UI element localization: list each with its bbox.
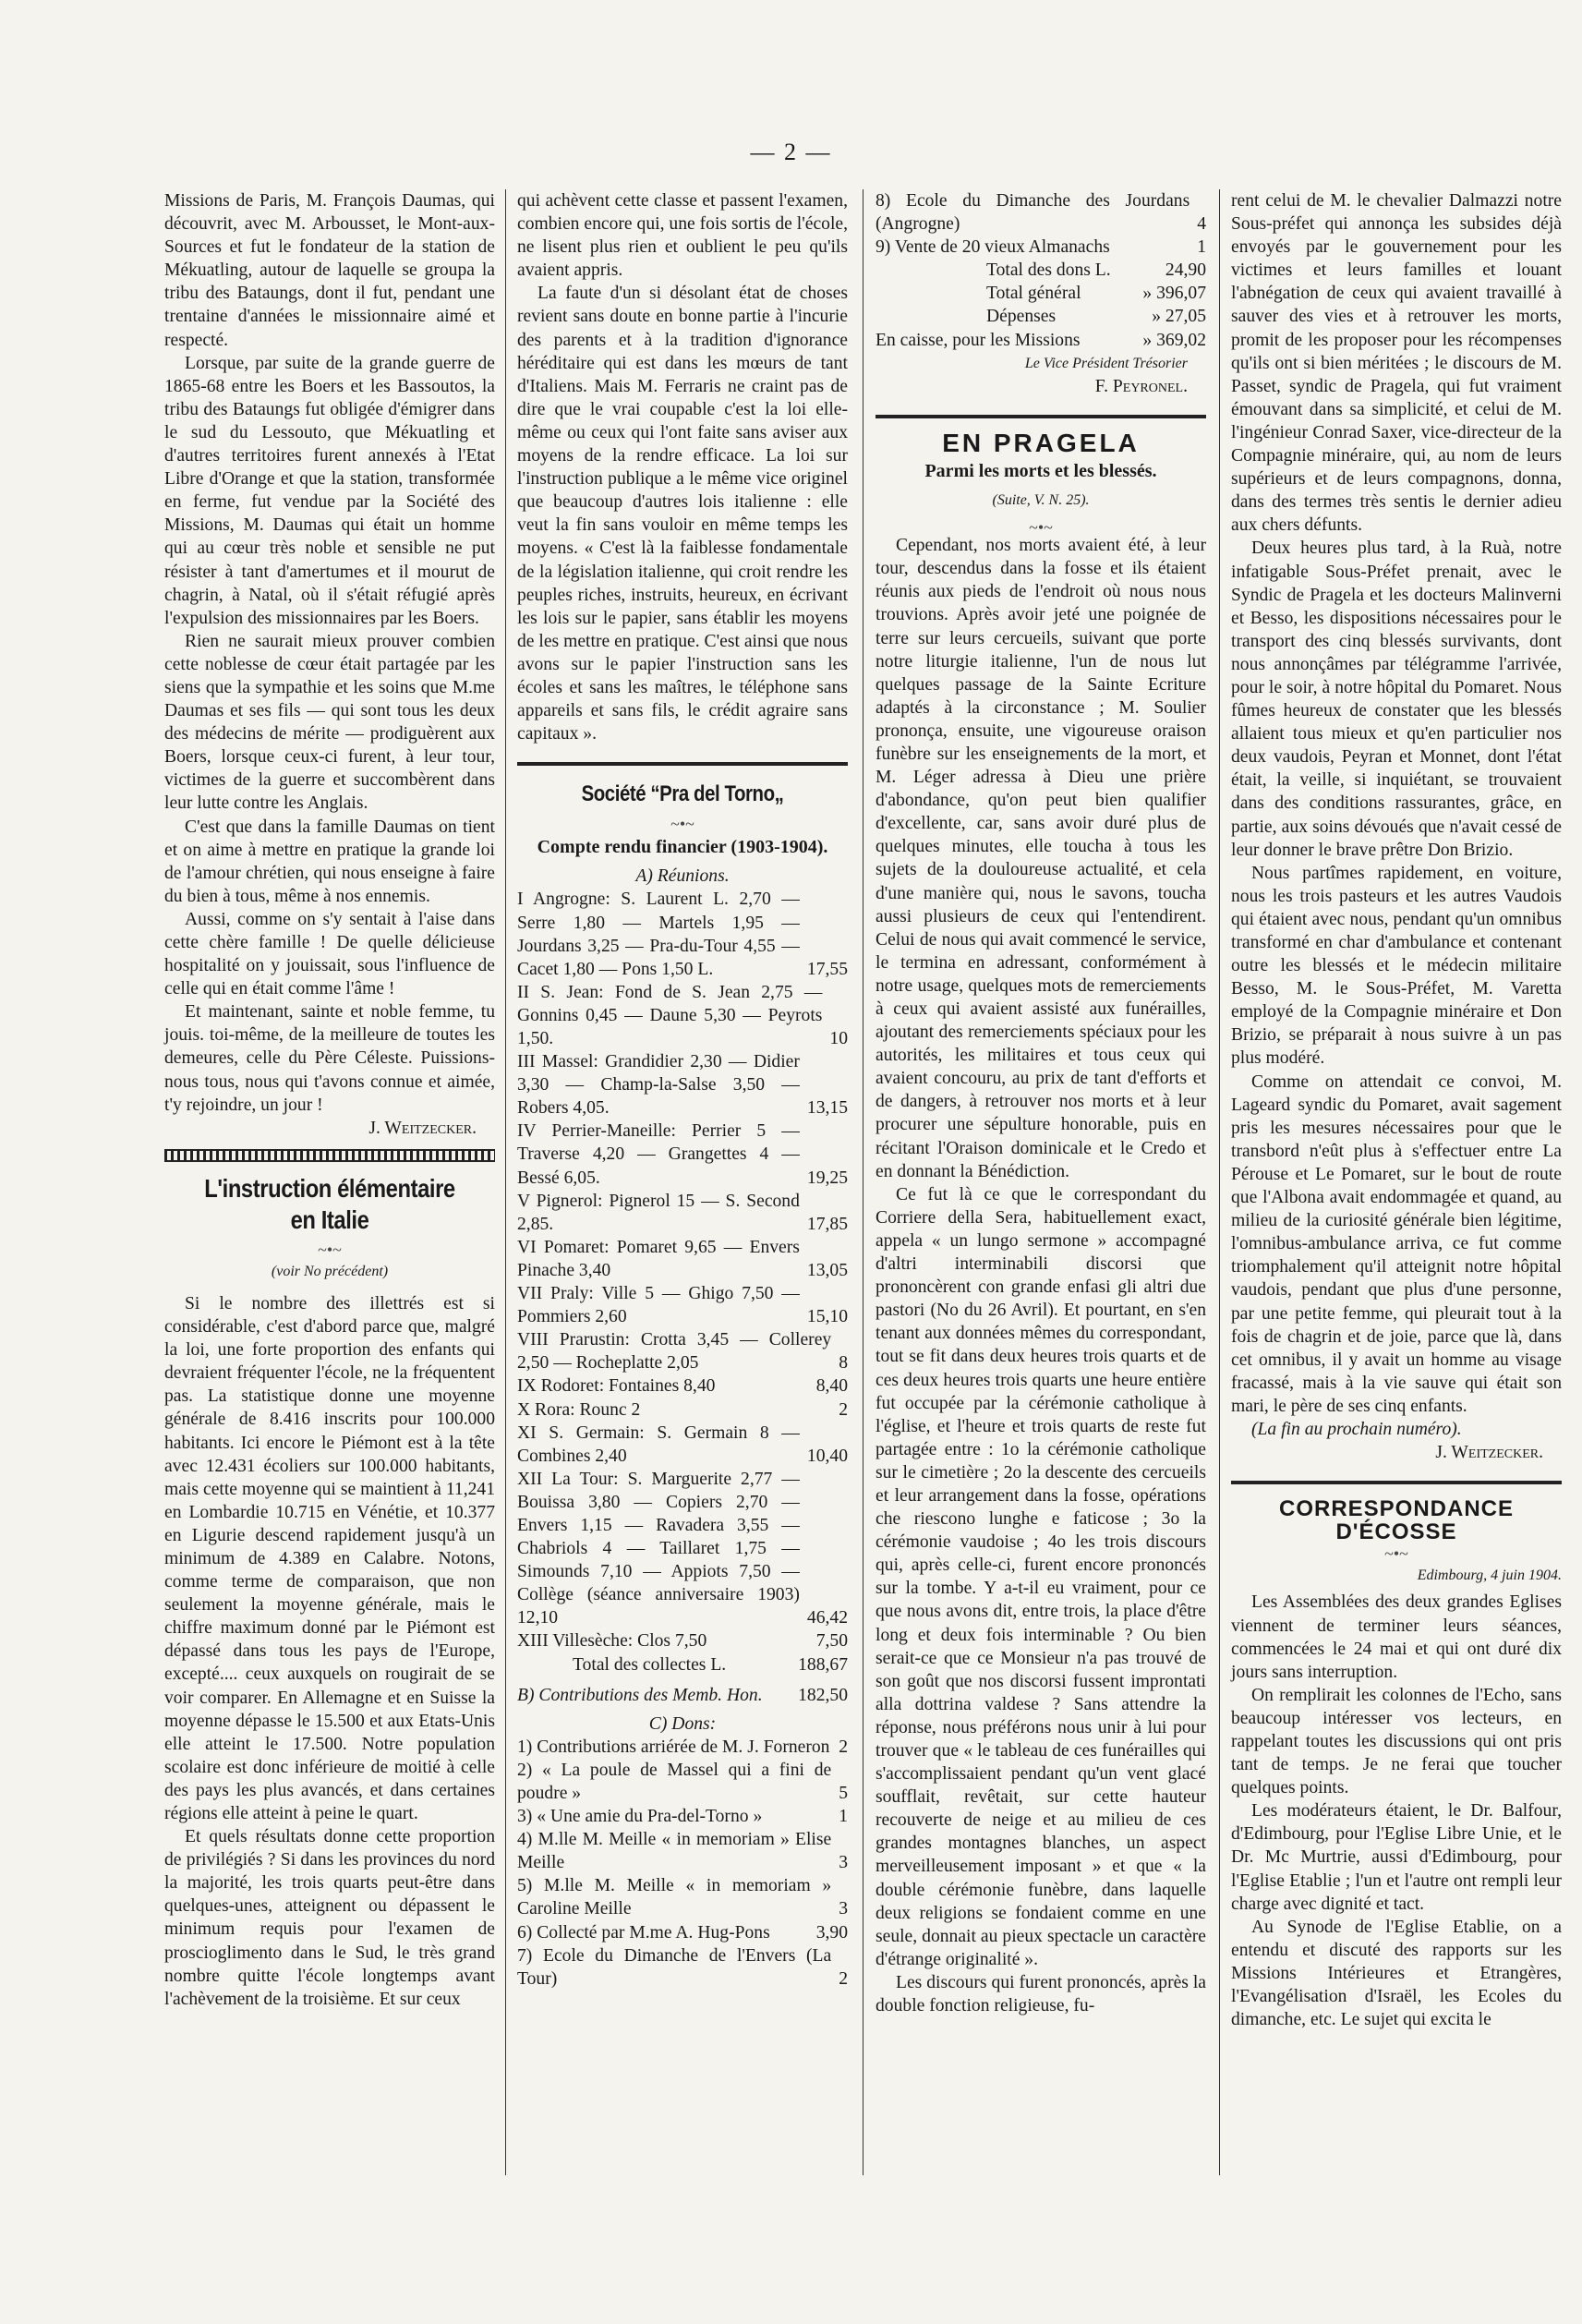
paragraph: Et quels résultats donne cette proportion de privilégiés ? Si dans les provinces du nord la majorité, les trois quarts peut-être dans quelques-unes, atteignent ou dépassent le minimum requis pour l'examen de proscioglimento dans le Sud, le très grand nombre quitte l'école longtemps avant l'achèvement de la troisième. Et sur ceux <box>164 1827 495 2009</box>
ledger-text: 7) Ecole du Dimanche de l'Envers (La Tour) <box>517 1945 832 1989</box>
total-row <box>876 282 1206 305</box>
signature: J. Weitzecker. <box>1435 1443 1543 1463</box>
ledger-value: 17,55 <box>806 959 848 979</box>
ledger-value: 3 <box>839 1899 848 1919</box>
ledger-text: 6) Collecté par M.me A. Hug-Pons <box>517 1922 770 1943</box>
ledger-text: IV Perrier-Maneille: Perrier 5 — Traverse 4,20 — Grangettes 4 — Bessé 6,05. <box>517 1121 800 1188</box>
ledger-value: 10,40 <box>806 1446 848 1466</box>
ledger-row <box>876 189 1206 236</box>
paragraph: Si le nombre des illettrés est si considérable, c'est d'abord parce que, malgré la loi, une forte proportion des enfants qui devraient fréquenter l'école, ne la fréquentent pas. La statistique donne une moyenne générale de 8.416 inscrits pour 100.000 habitants. Ici encore le Piémont est à la tête avec 12.431 écoliers sur 100.000 habitants, mais cette moyenne qui se maintient à 11,241 en Lombardie 10.715 en Vénétie, et 10.377 en Ligurie descend rapidement jusqu'à un minimum de 4.389 en Calabre. Notons, comme terme de comparaison, que non seulement la moyenne générale, mais le chiffre maximum donné par le Piémont est dépassé dans tous les pays de l'Europe, excepté.... ceux auxquels on rougirait de se voir comparer. En Allemagne et en Suisse la moyenne dépasse le 15.500 et aux Etats-Unis elle atteint le 17.500. Notre population scolaire est donc inférieure de moitié à celle des pays les plus avancés, et dans certaines régions elle atteint à peine le quart. <box>164 1293 495 1823</box>
ledger-text: XII La Tour: S. Marguerite 2,77 — Bouissa 3,80 — Copiers 2,70 — Envers 1,15 — Ravadera 3,55 — Chabriols 4 — Taillaret 1,75 — Simounds 7,10 — Appiots 7,50 — Collège (séance anniversaire 1903) 12,10 <box>517 1469 800 1628</box>
ledger-row <box>517 1759 848 1805</box>
ornament: ~•~ <box>1384 1544 1408 1564</box>
total-label: Total général <box>986 284 1081 304</box>
ledger-value: 3 <box>839 1853 848 1873</box>
column-rule <box>505 189 506 2175</box>
ornament: ~•~ <box>1029 518 1053 538</box>
ledger-row <box>517 1805 848 1828</box>
ledger-text: V Pignerol: Pignerol 15 — S. Second 2,85. <box>517 1191 800 1234</box>
ledger-text: 8) Ecole du Dimanche des Jourdans (Angrogne) <box>876 191 1190 235</box>
article-subtitle: Compte rendu financier (1903-1904). <box>537 837 828 858</box>
article-note: (voir No précédent) <box>271 1263 389 1279</box>
total-row <box>876 305 1206 328</box>
article-title: EN PRAGELA <box>942 428 1140 457</box>
ledger-value: 5 <box>839 1784 848 1803</box>
dateline: Edimbourg, 4 juin 1904. <box>1417 1567 1562 1584</box>
ledger-row <box>517 1236 848 1282</box>
section-value: 182,50 <box>798 1685 848 1705</box>
ledger-row <box>517 1468 848 1630</box>
ledger-value: 15,10 <box>806 1307 848 1327</box>
paragraph: Lorsque, par suite de la grande guerre de 1865-68 entre les Boers et les Bassoutos, la tribu des Bataungs fut obligée d'émigrer dans le sud du Lessouto, que Mékuatling et d'autres territoires furent annexés à l'Etat Libre d'Orange et que la station, transformée en ferme, fut vendue par la Société des Missions, M. Daumas qui était un homme qui au cœur très noble et sensible ne put résister à tant d'amertumes et il mourut de chagrin, à Natal, où il s'était réfugié après l'expulsion des missionnaires par les Boers. <box>164 353 495 628</box>
ledger-text: VI Pomaret: Pomaret 9,65 — Envers Pinache 3,40 <box>517 1237 800 1280</box>
ledger-text: XIII Villesèche: Clos 7,50 <box>517 1631 707 1652</box>
ledger-value: 10 <box>829 1029 848 1048</box>
ledger-row <box>517 1422 848 1468</box>
ledger-row <box>517 1874 848 1920</box>
ledger-row <box>517 1629 848 1652</box>
ledger-text: VII Praly: Ville 5 — Ghigo 7,50 — Pommiers 2,60 <box>517 1284 800 1327</box>
paragraph: On remplirait les colonnes de l'Echo, sans beaucoup intéresser vos lecteurs, en rappelant toutes les discussions qui ont pris tant de temps. Je ne ferai que toucher quelques points. <box>1231 1685 1562 1798</box>
paragraph: Rien ne saurait mieux prouver combien cette noblesse de cœur était partagée par les siens que la sympathie et les soins que M.me Daumas et ses fils — qui sont tous les deux des médecins de mérite — prodiguèrent aux Boers, lorsque ceux-ci furent, à leur tour, victimes de la guerre et succombèrent dans leur lutte contre les Anglais. <box>164 631 495 814</box>
ledger-text: XI S. Germain: S. Germain 8 — Combines 2,40 <box>517 1422 800 1466</box>
column-2 <box>517 189 848 1991</box>
ledger-row <box>517 1944 848 1991</box>
ledger-value: 13,05 <box>806 1260 848 1280</box>
paragraph: Au Synode de l'Eglise Etablie, on a entendu et discuté des rapports sur les Missions Intérieures et Etrangères, l'Evangélisation d'Israël, les Ecoles du dimanche, etc. Le sujet qui excita le <box>1231 1917 1562 2030</box>
ledger-value: 1 <box>1197 237 1206 258</box>
ledger-value: 8,40 <box>815 1376 848 1397</box>
ledger-text: I Angrogne: S. Laurent L. 2,70 — Serre 1,80 — Martels 1,95 — Jourdans 3,25 — Pra-du-Tour 4,55 — Cacet 1,80 — Pons 1,50 L. <box>517 890 800 979</box>
signature-role: Le Vice Président Trésorier <box>1024 355 1188 371</box>
paragraph: (La fin au prochain numéro). <box>1251 1419 1462 1439</box>
column-3 <box>876 189 1206 2017</box>
section-heading: C) Dons: <box>648 1713 717 1734</box>
article-title: CORRESPONDANCE D'ÉCOSSE <box>1278 1496 1515 1545</box>
ledger-text: 9) Vente de 20 vieux Almanachs <box>876 237 1110 258</box>
section-rule <box>517 762 848 766</box>
ledger-text: II S. Jean: Fond de S. Jean 2,75 — Gonnins 0,45 — Daune 5,30 — Peyrots 1,50. <box>517 982 823 1048</box>
ledger-value: 1 <box>839 1807 848 1827</box>
paragraph: Et maintenant, sainte et noble femme, tu jouis. toi-même, de la meilleure de toutes les demeures, celle du Père Céleste. Puissions-nous tous, nous qui t'avons connue et aimée, t'y rejoindre, un jour ! <box>164 1002 495 1115</box>
ledger-text: 2) « La poule de Massel qui a fini de poudre » <box>517 1760 832 1803</box>
ledger-row <box>517 1374 848 1398</box>
ledger-value: 13,15 <box>806 1098 848 1119</box>
total-value: » 27,05 <box>1152 307 1206 327</box>
ornament: ~•~ <box>318 1240 342 1259</box>
column-1 <box>164 189 495 2011</box>
ledger-row <box>517 888 848 980</box>
dons-list <box>517 1736 848 1991</box>
article-subtitle: Parmi les morts et les blessés. <box>924 460 1157 481</box>
page-number: — 2 — <box>750 139 832 165</box>
ledger-row <box>517 1921 848 1944</box>
caisse-label: En caisse, pour les Missions <box>876 330 1081 350</box>
paragraph: qui achèvent cette classe et passent l'examen, combien encore qui, une fois sortis de l'école, ne lisent plus rien et oublient le peu qu'ils avaient appris. <box>517 191 848 281</box>
total-label: Total des dons L. <box>986 260 1111 281</box>
reunions-list <box>517 888 848 1652</box>
ledger-row <box>517 1282 848 1328</box>
ledger-row <box>517 981 848 1050</box>
paragraph: Les discours qui furent prononcés, après la double fonction religieuse, fu- <box>876 1972 1206 2016</box>
ledger-text: 1) Contributions arriérée de M. J. Forneron <box>517 1737 830 1757</box>
total-label: Total des collectes L. <box>573 1654 727 1675</box>
ledger-row <box>517 1736 848 1759</box>
paragraph: Les Assemblées des deux grandes Eglises viennent de terminer leurs séances, commencées le 24 mai et qui ont duré dix jours sans interruption. <box>1231 1592 1562 1682</box>
ledger-value: 46,42 <box>806 1608 848 1628</box>
totals-list <box>876 259 1206 328</box>
ledger-value: 4 <box>1197 214 1206 235</box>
ledger-text: IX Rodoret: Fontaines 8,40 <box>517 1376 716 1397</box>
paragraph: Ce fut là ce que le correspondant du Corriere della Sera, habituellement exact, appela « un lungo sermone » accompagné d'altri interminabili discorsi que prononcèrent con grande enfasi gli altri due pastori (No du 26 Avril). Et pourtant, en s'en tenant aux données mêmes du correspondant, tout se fit dans deux heures trois quarts et de ces deux heures trois quarts une heure entière fut occupée par la cérémonie catholique à l'église, et l'heure et trois quarts de reste fut partagée entre : 1o la cérémonie catholique sur le cimetière ; 2o la descente des cercueils et leur arrangement dans la fosse, opérations che riescono lunghe e faticose ; 3o la cérémonie vaudoise ; 4o les trois discours qui, après celle-ci, furent encore prononcés sur la tombe. Y a-t-il eu vraiment, pour ce que nous avons dit, entre trois, la place d'être long et deux fois interminable ? Ou bien serait-ce que ce Monsieur n'a pas trouvé de son goût que nos discorsi fussent improntati alla dottrina valdese ? Sans attendre la réponse, nous préférons nous unir à lui pour trouver que « le tableau de ces funérailles qui s'accomplissaient pendant qu'un vent glacé soufflait, revêtait, sur cette hauteur recouverte de neige et au milieu de ces grandes montagnes blanches, un aspect merveilleusement imposant » et que « la double cérémonie funèbre, dans laquelle deux religions se fondaient comme en une seule, donnait au pieux spectacle un caractère d'étrange originalité ». <box>876 1184 1206 1969</box>
total-value: » 396,07 <box>1142 284 1206 304</box>
column-4 <box>1231 189 1562 2031</box>
paragraph: Aussi, comme on s'y sentait à l'aise dans cette chère famille ! De quelle délicieuse hospitalité on y jouissait, sous l'influence de celle qui en était comme l'âme ! <box>164 909 495 999</box>
signature: F. Peyronel. <box>1094 376 1188 396</box>
ledger-row <box>517 1828 848 1874</box>
ledger-row <box>517 1190 848 1236</box>
article-title: L'instruction élémentaire en Italie <box>204 1173 455 1234</box>
paragraph: Missions de Paris, M. François Daumas, qui découvrit, avec M. Arbousset, le Mont-aux-Sources et fut le fondateur de la station de Mékuatling, autour de laquelle se groupa la tribu des Bataungs, dont il fut, pendant une trentaine d'années le missionnaire aimé et respecté. <box>164 191 495 350</box>
total-row <box>876 259 1206 282</box>
total-value: 24,90 <box>1165 260 1206 281</box>
ledger-value: 3,90 <box>815 1922 848 1943</box>
ledger-row <box>517 1120 848 1189</box>
paragraph: Deux heures plus tard, à la Ruà, notre infatigable Sous-Préfet prenait, avec le Syndic de Pragela et les docteurs Malinverni et Besso, les dispositions nécessaires pour le transport des cinq blessés survivants, dont nous annonçâmes par télégramme l'arrivée, pour le soir, à notre hôpital du Pomaret. Nous fûmes heureux de constater que les blessés allaient tous mieux et qu'en particulier nos deux vaudois, Peyran et Monnet, dont l'état était, la veille, si inquiétant, se trouvaient dans des conditions rassurantes, grâce, en partie, aux soins dévoués que n'avait cessé de leur donner le brave prêtre Don Brizio. <box>1231 539 1562 860</box>
ornament: ~•~ <box>670 815 694 834</box>
signature: J. Weitzecker. <box>368 1118 477 1138</box>
ledger-text: X Rora: Rounc 2 <box>517 1399 641 1420</box>
ledger-value: 7,50 <box>815 1631 848 1652</box>
dons-list <box>876 189 1206 259</box>
section-rule <box>876 415 1206 418</box>
ledger-text: 5) M.lle M. Meille « in memoriam » Caroline Meille <box>517 1876 832 1919</box>
ledger-row <box>517 1050 848 1120</box>
ledger-value: 2 <box>839 1968 848 1989</box>
section-rule <box>1231 1481 1562 1484</box>
paragraph: Cependant, nos morts avaient été, à leur tour, descendus dans la fosse et ils étaient réunis aux pieds de l'endroit où nous nous trouvions. Après avoir jeté une poignée de terre sur leurs cercueils, suivant que porte notre liturgie italienne, l'un de nous lut quelques passage de la Sainte Ecriture adaptés à la circonstance ; M. Soulier prononça, ensuite, une vigoureuse oraison funèbre sur les enseignements de la mort, et M. Léger adressa à Dieu une prière d'abondance, qu'on peut bien qualifier d'excellente, car, sans avoir duré plus de quelques minutes, elle toucha à tous les sujets de la douloureuse actualité, et cela d'une manière qui, nous le savons, toucha aussi plusieurs de ceux qui l'entendirent. Celui de nous qui avait commencé le service, le termina en adressant, conformément à notre usage, quelques mots de remerciements à ceux qui avaient assisté aux funérailles, ajoutant des remerciements spéciaux pour les autorités, les militaires et tous ceux qui avaient concouru, au prix de tant d'efforts et de dangers, à retrouver nos morts et à leur procurer une sépulture honorable, puis en récitant l'Oraison dominicale et le Credo et en donnant la Bénédiction. <box>876 536 1206 1181</box>
ledger-text: III Massel: Grandidier 2,30 — Didier 3,30 — Champ-la-Salse 3,50 — Robers 4,05. <box>517 1052 800 1119</box>
paragraph: Comme on attendait ce convoi, M. Lageard syndic du Pomaret, avait sagement pris les mesures nécessaires pour que le transbord n'eût plus à s'effectuer entre La Pérouse et Le Pomaret, sur le bout de route que l'Albona avait endommagée et quand, au milieu de la curiosité générale bien légitime, l'omnibus-ambulance arriva, ce fut comme triomphalement qu'il atteignit notre hôpital vaudois, pendant que plus d'une personne, par une petite femme, qui pleurait tout à la fois de chagrin et de joie, parce que là, dans cet omnibus, il y avait un homme au visage fracassé, mais à la vie sauve qui était son mari, le père de ses cinq enfants. <box>1231 1071 1562 1416</box>
column-rule <box>1219 189 1220 2175</box>
ledger-row <box>517 1398 848 1422</box>
ornamental-rule <box>164 1149 495 1162</box>
ledger-value: 8 <box>839 1353 848 1374</box>
ledger-value: 17,85 <box>806 1214 848 1234</box>
paragraph: Nous partîmes rapidement, en voiture, nous les trois pasteurs et les autres Vaudois qui étaient avec nous, pendant qu'un omnibus transformé en char d'ambulance et contenant outre les blessés et le médecin militaire Besso, M. le Sous-Préfet, M. Varetta employé de la Compagnie minéraire et Don Brizio, se préparait à nous suivre à un pas plus modéré. <box>1231 863 1562 1069</box>
ledger-row <box>517 1328 848 1374</box>
paragraph: C'est que dans la famille Daumas on tient et on aime à mettre en pratique la grande loi de l'amour chrétien, qui nous enseigne à faire du bien à tous, même à nos ennemis. <box>164 817 495 906</box>
article-title: Société “Pra del Torno„ <box>581 781 784 807</box>
ledger-value: 2 <box>839 1737 848 1757</box>
total-label: Dépenses <box>986 307 1057 327</box>
total-value: 188,67 <box>798 1654 848 1675</box>
ledger-text: 3) « Une amie du Pra-del-Torno » <box>517 1807 763 1827</box>
paragraph: La faute d'un si désolant état de choses revient sans doute en bonne partie à l'incurie des parents et à la tradition d'ignorance héréditaire qui est dans les mœurs de tant d'Italiens. Mais M. Ferraris ne craint pas de dire que le vrai coupable c'est la loi elle-même ou ceux qui l'ont faite sans aviser aux moyens de la rendre efficace. La loi sur l'instruction publique a le même vice originel que beaucoup d'autres lois italienne : elle veut la fin sans vouloir en même temps les moyens. « C'est là la faiblesse fondamentale de la législation italienne, qui croit rendre les peuples riches, instruits, heureux, en écrivant les lois sur le papier, sans établir les moyens de les mettre en pratique. C'est ainsi que nous avons sur le papier l'instruction sans les écoles et sans les maîtres, le téléphone sans appareils et sans fils, le crédit agraire sans capitaux ». <box>517 284 848 744</box>
article-note: (Suite, V. N. 25). <box>992 492 1090 509</box>
ledger-value: 2 <box>839 1399 848 1420</box>
section-heading: A) Réunions. <box>635 866 730 887</box>
paragraph: Les modérateurs étaient, le Dr. Balfour, d'Edimbourg, pour l'Eglise Libre Unie, et le Dr. Mc Murtrie, aussi d'Edimbourg, pour l'Eglise Etablie ; l'un et l'autre ont rempli leur charge avec dignité et tact. <box>1231 1801 1562 1914</box>
caisse-value: » 369,02 <box>1142 330 1206 350</box>
ledger-value: 19,25 <box>806 1168 848 1188</box>
section-heading: B) Contributions des Memb. Hon. <box>517 1685 763 1705</box>
ledger-text: VIII Prarustin: Crotta 3,45 — Collerey 2,50 — Rocheplatte 2,05 <box>517 1330 832 1374</box>
ledger-row <box>876 236 1206 259</box>
ledger-text: 4) M.lle M. Meille « in memoriam » Elise Meille <box>517 1830 832 1873</box>
paragraph: rent celui de M. le chevalier Dalmazzi notre Sous-préfet qui annonça les subsides déjà envoyés par le gouvernement pour les victimes et leurs familles et louant l'abnégation de ceux qui avaient travaillé à sauver des vies et à retrouver les morts, promit de les proposer pour les récompenses qu'ils ont si bien méritées ; le discours de M. Passet, syndic de Pragela, qui fut vraiment émouvant dans sa simplicité, et celui de M. l'ingénieur Conrad Saxer, vice-directeur de la Compagnie minéraire, qui, au nom de leurs supérieurs et de leurs compagnons, donna, dans des termes très sentis le dernier adieu aux chers défunts. <box>1231 191 1562 536</box>
